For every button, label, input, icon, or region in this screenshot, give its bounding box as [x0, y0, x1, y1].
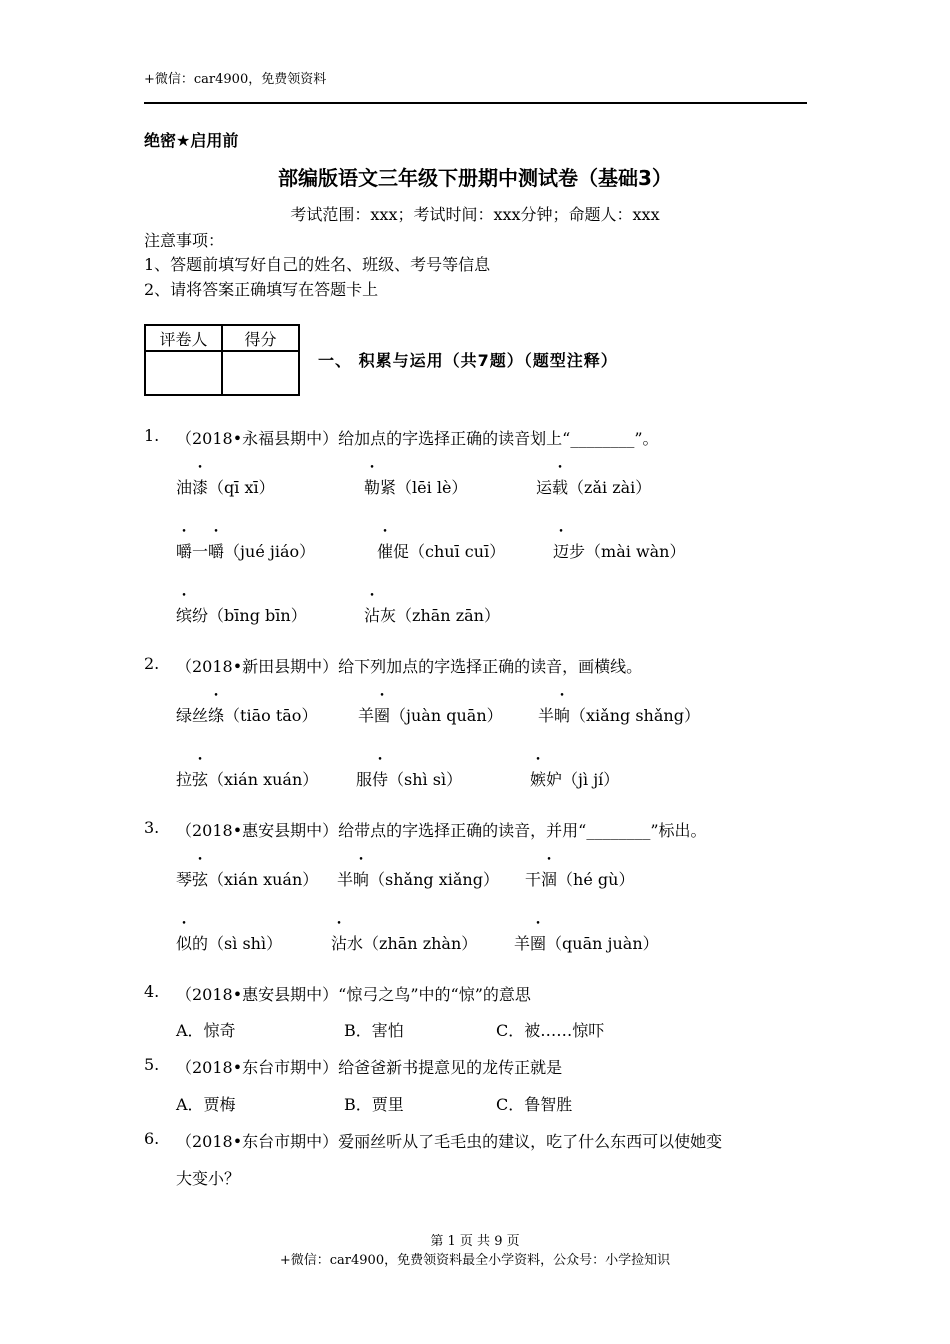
pinyin-item: 半晌（xiǎng shǎng）	[538, 706, 700, 725]
option-b[interactable]: B．贾里	[344, 1095, 404, 1114]
option-c[interactable]: C．鲁智胜	[496, 1095, 573, 1114]
pinyin-item: 油漆（qī xī）	[176, 478, 275, 497]
option-a[interactable]: A．惊奇	[176, 1021, 236, 1040]
pinyin-item: 沾水（zhān zhàn）	[331, 934, 478, 953]
question-text: （2018•东台市期中）爱丽丝听从了毛毛虫的建议，吃了什么东西可以使她变	[176, 1132, 723, 1151]
question-text: （2018•惠安县期中）给带点的字选择正确的读音，并用“________”标出。	[176, 821, 707, 840]
pinyin-item: 迈步（mài wàn）	[553, 542, 686, 561]
pinyin-item: 嫉妒（jì jí）	[530, 770, 620, 789]
question-text: （2018•永福县期中）给加点的字选择正确的读音划上“________”。	[176, 429, 659, 448]
exam-meta: 考试范围：xxx；考试时间：xxx分钟；命题人：xxx	[290, 205, 660, 224]
pinyin-item: 催促（chuī cuī）	[377, 542, 506, 561]
question-number: 4.	[144, 982, 160, 1001]
pinyin-item: 服侍（shì sì）	[356, 770, 463, 789]
page-title: 部编版语文三年级下册期中测试卷（基础3）	[278, 166, 672, 190]
pinyin-item: 琴弦（xián xuán）	[176, 870, 319, 889]
score-cell[interactable]	[222, 351, 299, 395]
pinyin-item: 拉弦（xián xuán）	[176, 770, 319, 789]
question-number: 1.	[144, 426, 160, 445]
notice-item: 2、请将答案正确填写在答题卡上	[144, 280, 379, 299]
question-text: （2018•惠安县期中）“惊弓之鸟”中的“惊”的意思	[176, 985, 531, 1004]
header-divider	[144, 102, 807, 104]
option-c[interactable]: C．被……惊吓	[496, 1021, 605, 1040]
pinyin-item: 半晌（shǎng xiǎng）	[337, 870, 499, 889]
pinyin-item: 嚼一嚼（jué jiáo）	[176, 542, 316, 561]
header-note: +微信：car4900，免费领资料	[144, 72, 327, 87]
pinyin-item: 羊圈（quān juàn）	[514, 934, 659, 953]
score-table	[144, 324, 300, 396]
question-number: 5.	[144, 1055, 160, 1074]
pinyin-item: 似的（sì shì）	[176, 934, 283, 953]
pinyin-item: 运载（zǎi zài）	[536, 478, 652, 497]
pinyin-item: 绿丝绦（tiāo tāo）	[176, 706, 318, 725]
question-text: （2018•新田县期中）给下列加点的字选择正确的读音，画横线。	[176, 657, 643, 676]
pinyin-item: 沾灰（zhān zān）	[364, 606, 500, 625]
pinyin-item: 缤纷（bīng bīn）	[176, 606, 307, 625]
score-table-header-score: 得分	[222, 325, 299, 351]
pinyin-item: 勒紧（lēi lè）	[364, 478, 468, 497]
question-text-continued: 大变小？	[176, 1169, 241, 1188]
grader-cell[interactable]	[145, 351, 222, 395]
question-number: 3.	[144, 818, 160, 837]
section-title: 一、 积累与运用（共7题）（题型注释）	[318, 351, 618, 370]
question-number: 2.	[144, 654, 160, 673]
pinyin-item: 羊圈（juàn quān）	[358, 706, 503, 725]
secret-label: 绝密★启用前	[144, 131, 239, 150]
option-a[interactable]: A．贾梅	[176, 1095, 236, 1114]
option-b[interactable]: B．害怕	[344, 1021, 404, 1040]
notice-heading: 注意事项：	[144, 231, 225, 250]
question-text: （2018•东台市期中）给爸爸新书提意见的龙传正就是	[176, 1058, 563, 1077]
footer-note: +微信：car4900，免费领资料最全小学资料，公众号：小学捡知识	[279, 1253, 671, 1268]
page-number: 第 1 页 共 9 页	[430, 1234, 520, 1249]
question-number: 6.	[144, 1129, 160, 1148]
pinyin-item: 干涸（hé gù）	[525, 870, 635, 889]
score-table-header-grader: 评卷人	[145, 325, 222, 351]
notice-item: 1、答题前填写好自己的姓名、班级、考号等信息	[144, 255, 491, 274]
